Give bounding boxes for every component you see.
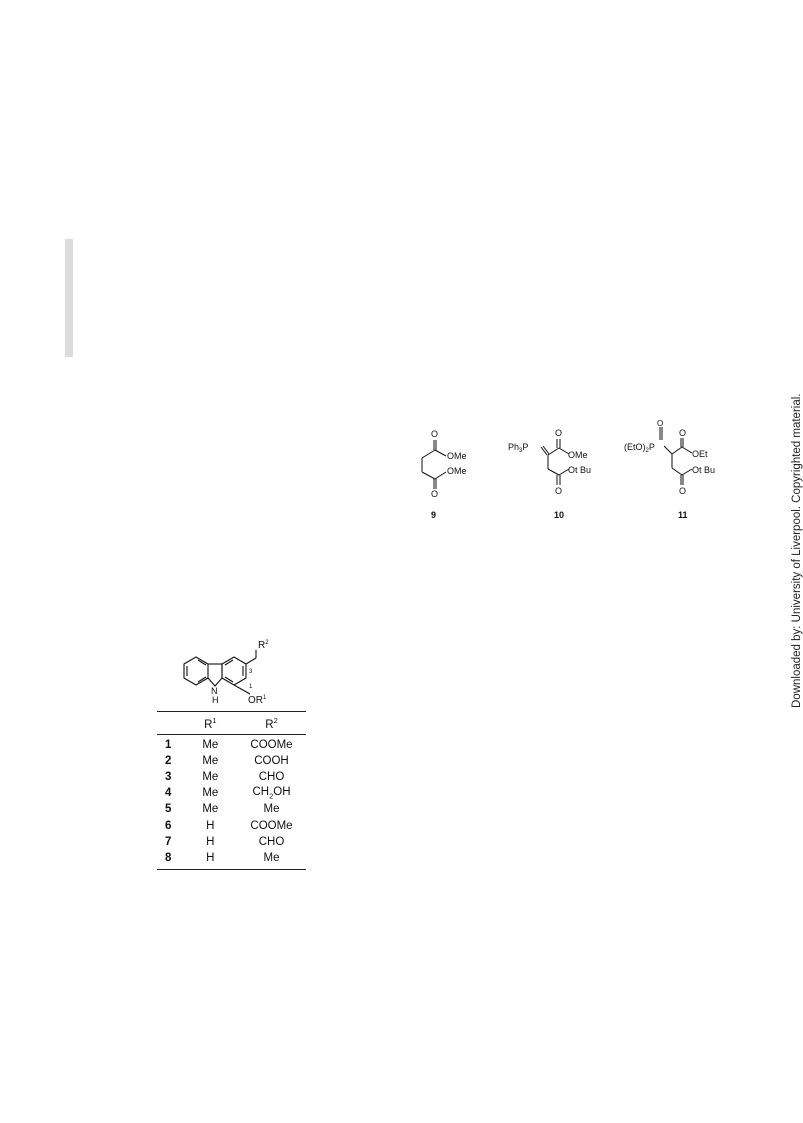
c10-o-top: O xyxy=(555,428,563,438)
r1-value: Me xyxy=(202,771,219,784)
r2-value: COOH xyxy=(254,755,289,768)
c11-oet: OEt xyxy=(692,449,708,459)
compound-number: 3 xyxy=(165,771,172,784)
compound-10-number: 10 xyxy=(554,510,565,520)
c9-ome-top: OMe xyxy=(447,451,467,461)
carbazole-pos1: 1 xyxy=(249,684,253,690)
table-row xyxy=(157,753,306,769)
carbazole-or1: $OR^1$ xyxy=(248,695,267,706)
r2-value: COOMe xyxy=(250,739,293,752)
compound-number: 1 xyxy=(165,739,172,752)
compound-10-structure xyxy=(505,422,615,532)
c11-otbu: Ot Bu xyxy=(692,465,716,475)
header-r1: $R^1$ xyxy=(204,715,217,731)
table-bottom-rule xyxy=(157,869,306,870)
compound-9-structure xyxy=(400,422,480,532)
r1-value: Me xyxy=(202,755,219,768)
compound-number: 5 xyxy=(165,803,172,816)
compound-number: 8 xyxy=(165,851,172,864)
carbazole-pos3: 3 xyxy=(249,669,253,675)
r2-value: Me xyxy=(263,851,280,864)
c9-o-top: O xyxy=(431,429,439,439)
compound-number: 2 xyxy=(165,755,172,768)
c11-eto2p: $(EtO)_2P$ xyxy=(624,442,655,454)
table-header-row xyxy=(157,712,306,734)
compound-number: 4 xyxy=(165,787,172,800)
compound-number: 6 xyxy=(165,819,172,832)
c10-ph3p: $Ph_3P$ xyxy=(508,442,529,454)
c9-o-bottom: O xyxy=(431,489,439,499)
table-body xyxy=(157,737,306,866)
table-row xyxy=(157,737,306,753)
r2-value: Me xyxy=(263,803,280,816)
carbazole-structure xyxy=(170,634,290,708)
compound-11-structure xyxy=(620,418,740,532)
table-row xyxy=(157,801,306,817)
r2-value: CHO xyxy=(258,771,285,784)
compound-number: 7 xyxy=(165,835,172,848)
r1-value: Me xyxy=(202,739,219,752)
r2-value: CHO xyxy=(258,835,285,848)
compound-9-number: 9 xyxy=(431,510,437,520)
c10-otbu: Ot Bu xyxy=(568,465,592,475)
carbazole-n: N xyxy=(211,686,218,696)
substituent-table xyxy=(157,711,306,870)
r2-value: $CH_2OH$ xyxy=(252,786,291,801)
c11-o-bottom: O xyxy=(679,486,687,496)
carbazole-nh: H xyxy=(212,695,219,705)
table-row xyxy=(157,850,306,866)
table-row xyxy=(157,817,306,833)
c10-o-bottom: O xyxy=(555,486,563,496)
c11-o-p: O xyxy=(657,419,664,428)
r1-value: H xyxy=(206,851,215,864)
c9-ome-bottom: OMe xyxy=(447,466,467,476)
table-row xyxy=(157,834,306,850)
c11-o-top: O xyxy=(679,428,687,438)
download-watermark xyxy=(778,393,803,712)
r1-value: H xyxy=(206,819,215,832)
margin-gray-bar xyxy=(65,239,73,357)
table-row xyxy=(157,785,306,801)
table-row xyxy=(157,769,306,785)
carbazole-r2: $R^2$ xyxy=(258,640,269,651)
c10-ome: OMe xyxy=(568,450,588,460)
download-watermark-text: Downloaded by: University of Liverpool. Copyrighted material. xyxy=(791,393,803,708)
header-r2: $R^2$ xyxy=(265,715,278,731)
r1-value: Me xyxy=(202,787,219,800)
compound-11-number: 11 xyxy=(678,510,688,520)
r1-value: H xyxy=(206,835,215,848)
r1-value: Me xyxy=(202,803,219,816)
r2-value: COOMe xyxy=(250,819,293,832)
